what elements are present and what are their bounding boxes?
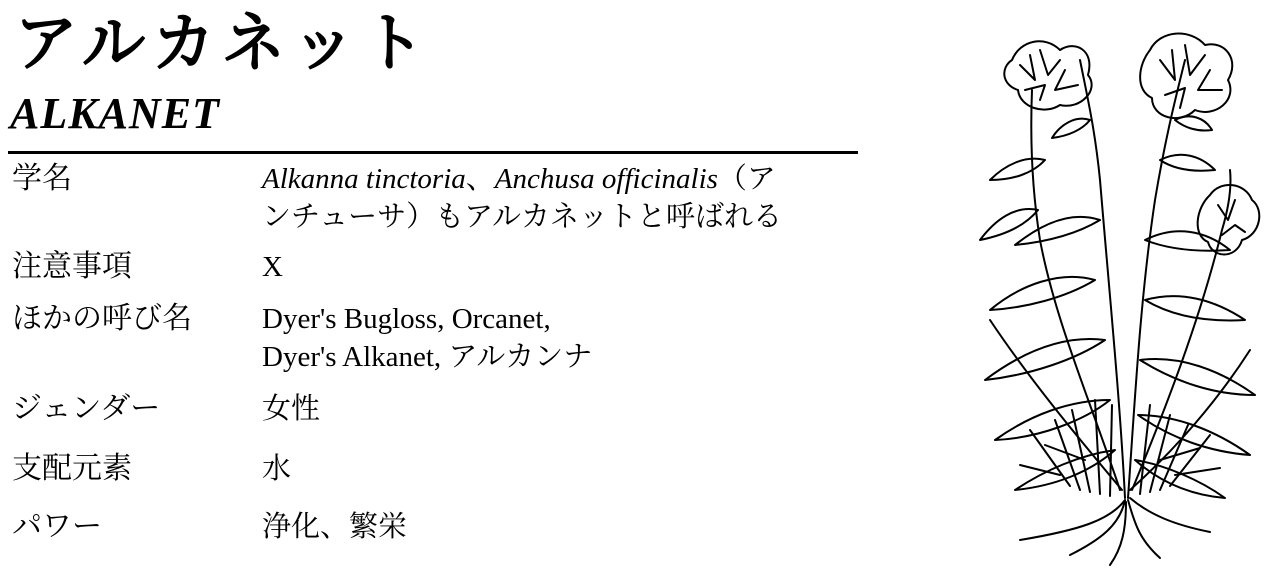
species-note-start: （ア xyxy=(717,163,776,195)
row-gender xyxy=(0,390,860,430)
scientific-name-label: 学名 xyxy=(12,161,72,196)
row-power xyxy=(0,508,860,548)
species-alkanna: Alkanna tinctoria xyxy=(262,163,466,195)
page-title: アルカネット xyxy=(14,6,432,81)
gender-label: ジェンダー xyxy=(12,391,161,426)
other-names-line2: Dyer's Alkanet, アルカンナ xyxy=(262,341,593,373)
element-label: 支配元素 xyxy=(12,451,132,486)
scientific-name-value xyxy=(262,160,852,236)
power-label: パワー xyxy=(12,509,102,544)
alkanet-plant-illustration xyxy=(960,20,1270,568)
species-anchusa: Anchusa officinalis xyxy=(494,163,718,195)
other-names-value xyxy=(262,300,852,376)
row-element xyxy=(0,450,860,490)
title-divider xyxy=(8,151,858,154)
other-names-label: ほかの呼び名 xyxy=(12,301,192,336)
scientific-name-line2: ンチューサ）もアルカネットと呼ばれる xyxy=(262,201,782,233)
scientific-name-line1 xyxy=(262,160,852,198)
page-subtitle: ALKANET xyxy=(10,89,220,138)
caution-label: 注意事項 xyxy=(12,249,132,284)
species-separator: 、 xyxy=(465,163,495,195)
row-other-names xyxy=(0,300,860,380)
caution-value: X xyxy=(262,251,283,283)
power-value: 浄化、繁栄 xyxy=(262,511,408,543)
row-caution xyxy=(0,248,860,288)
element-value: 水 xyxy=(262,453,292,485)
gender-value: 女性 xyxy=(262,393,321,425)
other-names-line1: Dyer's Bugloss, Orcanet, xyxy=(262,303,551,335)
row-scientific-name xyxy=(0,160,860,240)
